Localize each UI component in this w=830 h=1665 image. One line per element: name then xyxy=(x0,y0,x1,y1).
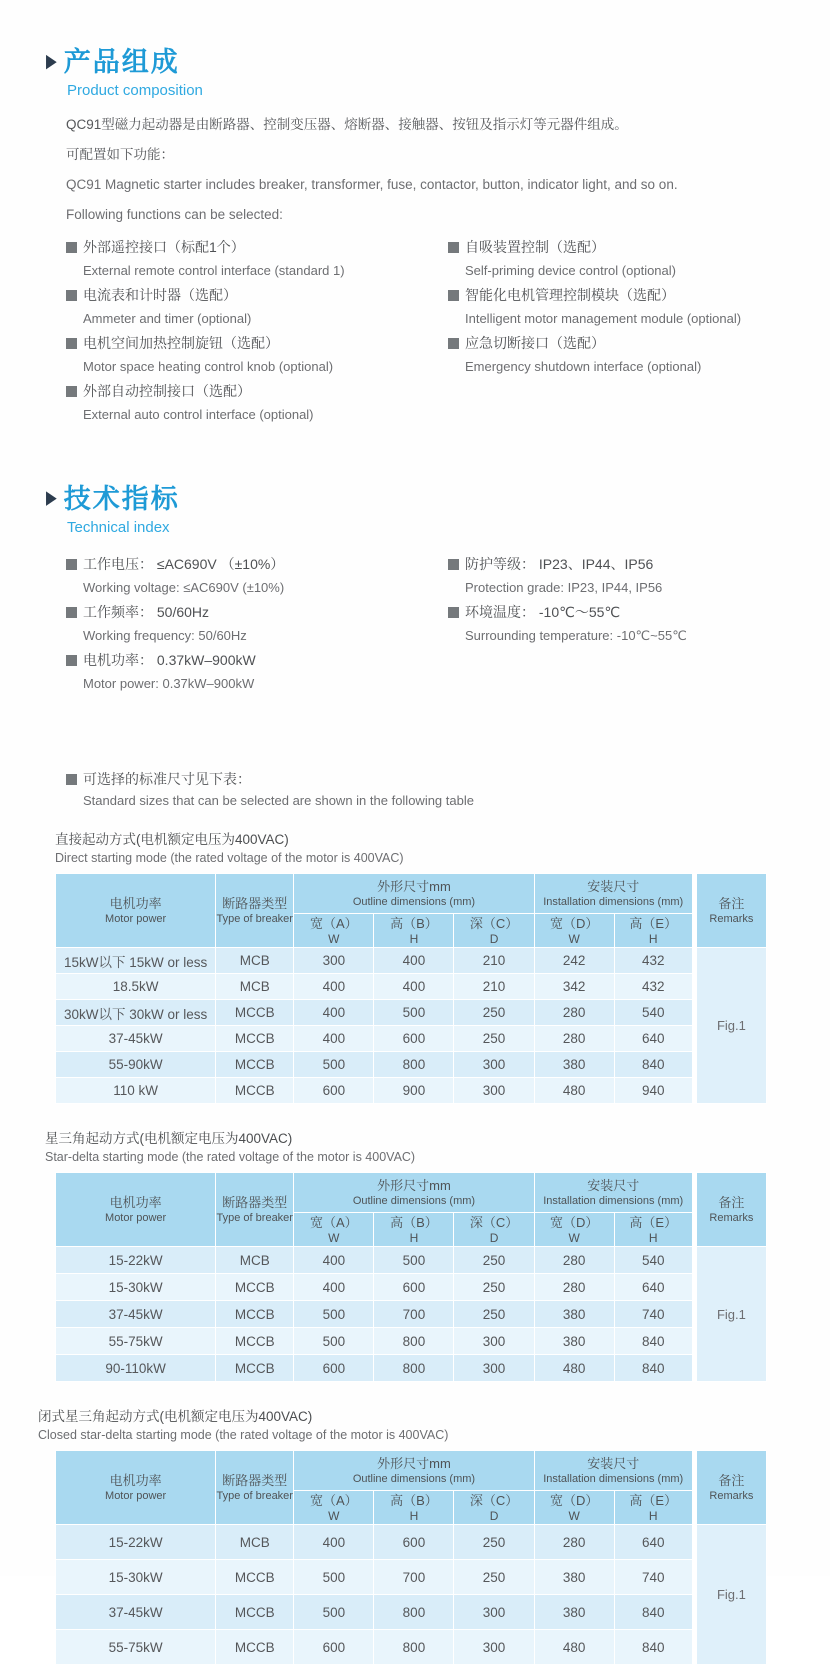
section-title-en: Technical index xyxy=(67,519,170,536)
table-row xyxy=(56,1026,767,1052)
cell-height-b: 800 xyxy=(374,1328,454,1355)
triangle-marker-icon: ▶ xyxy=(46,48,57,71)
cell-height-e: 840 xyxy=(614,1328,694,1355)
header-depth-c: 深（C） D xyxy=(454,914,534,948)
section-title-zh: 技术指标 xyxy=(63,484,180,514)
header-height-e: 高（E） H xyxy=(614,1491,694,1525)
cell-height-e: 840 xyxy=(614,1355,694,1382)
cell-width-a: 400 xyxy=(294,974,374,1000)
cell-remark: Fig.1 xyxy=(694,948,766,1104)
feature-column-right xyxy=(448,235,830,427)
square-bullet-icon xyxy=(448,559,459,570)
spec-zh: 工作频率： 50/60Hz xyxy=(83,604,210,620)
header-width-d: 宽（D） W xyxy=(534,1213,614,1247)
square-bullet-icon xyxy=(448,607,459,618)
table-row xyxy=(56,1355,767,1382)
cell-width-a: 400 xyxy=(294,1000,374,1026)
header-remarks: 备注 Remarks xyxy=(694,1451,766,1525)
square-bullet-icon xyxy=(66,774,77,785)
cell-breaker-type: MCCB xyxy=(216,1026,294,1052)
table-caption xyxy=(55,831,767,867)
cell-height-e: 640 xyxy=(614,1026,694,1052)
triangle-marker-icon: ▶ xyxy=(46,485,57,508)
square-bullet-icon xyxy=(66,386,77,397)
cell-width-d: 380 xyxy=(534,1595,614,1630)
cell-height-e: 840 xyxy=(614,1630,694,1665)
header-width-d: 宽（D） W xyxy=(534,1491,614,1525)
feature-en: Self-priming device control (optional) xyxy=(465,263,676,278)
feature-en: Intelligent motor management module (optional) xyxy=(465,311,742,326)
table-row xyxy=(56,974,767,1000)
cell-height-e: 540 xyxy=(614,1247,694,1274)
cell-depth-c: 250 xyxy=(454,1274,534,1301)
square-bullet-icon xyxy=(66,559,77,570)
feature-list xyxy=(66,235,830,427)
feature-item xyxy=(448,235,830,282)
square-bullet-icon xyxy=(66,607,77,618)
section-heading xyxy=(46,40,830,99)
header-breaker-type: 断路器类型 Type of breaker xyxy=(216,1173,294,1247)
square-bullet-icon xyxy=(66,338,77,349)
cell-motor-power: 55-90kW xyxy=(56,1052,216,1078)
cell-breaker-type: MCB xyxy=(216,1247,294,1274)
cell-width-d: 242 xyxy=(534,948,614,974)
feature-zh: 电流表和计时器（选配） xyxy=(83,287,237,303)
table-caption-en: Star-delta starting mode (the rated voltage of the motor is 400VAC) xyxy=(45,1150,416,1164)
cell-breaker-type: MCCB xyxy=(216,1328,294,1355)
cell-height-e: 840 xyxy=(614,1052,694,1078)
cell-height-b: 800 xyxy=(374,1052,454,1078)
table-caption xyxy=(38,1408,767,1444)
cell-width-a: 400 xyxy=(294,1026,374,1052)
table-caption-zh: 星三角起动方式(电机额定电压为400VAC) xyxy=(45,1131,293,1146)
cell-height-b: 700 xyxy=(374,1301,454,1328)
cell-width-a: 500 xyxy=(294,1052,374,1078)
header-motor-power: 电机功率 Motor power xyxy=(56,1451,216,1525)
cell-breaker-type: MCB xyxy=(216,948,294,974)
cell-height-b: 400 xyxy=(374,974,454,1000)
spec-column-right xyxy=(448,552,830,696)
feature-en: Ammeter and timer (optional) xyxy=(83,311,252,326)
spec-en: Protection grade: IP23, IP44, IP56 xyxy=(465,580,663,595)
spec-item xyxy=(448,600,830,647)
spec-column-left xyxy=(66,552,448,696)
cell-motor-power: 18.5kW xyxy=(56,974,216,1000)
header-height-e: 高（E） H xyxy=(614,1213,694,1247)
table-caption-zh: 闭式星三角起动方式(电机额定电压为400VAC) xyxy=(38,1409,313,1424)
cell-motor-power: 37-45kW xyxy=(56,1301,216,1328)
section-title-zh: 产品组成 xyxy=(63,47,180,77)
cell-depth-c: 250 xyxy=(454,1560,534,1595)
header-depth-c: 深（C） D xyxy=(454,1213,534,1247)
cell-width-d: 280 xyxy=(534,1000,614,1026)
header-outline-dimensions: 外形尺寸mm Outline dimensions (mm) xyxy=(294,1173,534,1213)
intro-paragraphs xyxy=(66,115,830,224)
cell-height-e: 840 xyxy=(614,1595,694,1630)
square-bullet-icon xyxy=(66,290,77,301)
cell-width-a: 600 xyxy=(294,1630,374,1665)
cell-depth-c: 250 xyxy=(454,1247,534,1274)
cell-breaker-type: MCCB xyxy=(216,1274,294,1301)
cell-height-b: 500 xyxy=(374,1247,454,1274)
feature-en: External auto control interface (optional) xyxy=(83,407,314,422)
cell-motor-power: 15-30kW xyxy=(56,1560,216,1595)
table-row xyxy=(56,1078,767,1104)
cell-width-a: 500 xyxy=(294,1328,374,1355)
cell-height-e: 740 xyxy=(614,1560,694,1595)
cell-depth-c: 300 xyxy=(454,1355,534,1382)
spec-en: Working voltage: ≤AC690V (±10%) xyxy=(83,580,285,595)
cell-depth-c: 250 xyxy=(454,1301,534,1328)
table-caption xyxy=(45,1130,767,1166)
cell-width-d: 380 xyxy=(534,1301,614,1328)
cell-width-d: 480 xyxy=(534,1630,614,1665)
header-height-b: 高（B） H xyxy=(374,1491,454,1525)
cell-breaker-type: MCCB xyxy=(216,1560,294,1595)
note-en: Standard sizes that can be selected are shown in the following table xyxy=(83,793,474,808)
table-row xyxy=(56,1328,767,1355)
cell-motor-power: 37-45kW xyxy=(56,1595,216,1630)
note-zh: 可选择的标准尺寸见下表： xyxy=(83,771,251,787)
cell-width-a: 500 xyxy=(294,1595,374,1630)
header-height-b: 高（B） H xyxy=(374,914,454,948)
cell-width-d: 280 xyxy=(534,1274,614,1301)
spec-zh: 工作电压： ≤AC690V （±10%） xyxy=(83,556,285,572)
standard-sizes-note xyxy=(66,768,830,811)
cell-depth-c: 250 xyxy=(454,1525,534,1560)
feature-zh: 外部自动控制接口（选配） xyxy=(83,383,251,399)
header-remarks: 备注 Remarks xyxy=(694,874,766,948)
cell-width-a: 600 xyxy=(294,1078,374,1104)
cell-depth-c: 300 xyxy=(454,1630,534,1665)
header-width-a: 宽（A） W xyxy=(294,1213,374,1247)
cell-height-b: 900 xyxy=(374,1078,454,1104)
section-title-en: Product composition xyxy=(67,82,203,99)
cell-remark: Fig.1 xyxy=(694,1525,766,1665)
cell-depth-c: 250 xyxy=(454,1026,534,1052)
cell-width-d: 280 xyxy=(534,1026,614,1052)
dimension-table xyxy=(55,1172,767,1382)
section-heading xyxy=(46,477,830,536)
cell-depth-c: 300 xyxy=(454,1078,534,1104)
cell-height-e: 432 xyxy=(614,948,694,974)
table-row xyxy=(56,1274,767,1301)
header-width-a: 宽（A） W xyxy=(294,1491,374,1525)
cell-height-b: 500 xyxy=(374,1000,454,1026)
intro-zh-2: 可配置如下功能： xyxy=(66,147,174,162)
table-caption-en: Closed star-delta starting mode (the rated voltage of the motor is 400VAC) xyxy=(38,1428,449,1442)
header-width-d: 宽（D） W xyxy=(534,914,614,948)
cell-depth-c: 250 xyxy=(454,1000,534,1026)
spec-list xyxy=(66,552,830,696)
header-outline-dimensions: 外形尺寸mm Outline dimensions (mm) xyxy=(294,1451,534,1491)
cell-width-a: 500 xyxy=(294,1560,374,1595)
table-row xyxy=(56,1525,767,1560)
cell-height-e: 540 xyxy=(614,1000,694,1026)
cell-depth-c: 210 xyxy=(454,974,534,1000)
cell-remark: Fig.1 xyxy=(694,1247,766,1382)
cell-width-a: 400 xyxy=(294,1525,374,1560)
header-height-b: 高（B） H xyxy=(374,1213,454,1247)
intro-en-1: QC91 Magnetic starter includes breaker, transformer, fuse, contactor, button, indicator light, and so on. xyxy=(66,177,678,192)
cell-height-b: 700 xyxy=(374,1560,454,1595)
header-width-a: 宽（A） W xyxy=(294,914,374,948)
feature-item xyxy=(448,331,830,378)
cell-breaker-type: MCCB xyxy=(216,1301,294,1328)
cell-height-e: 432 xyxy=(614,974,694,1000)
cell-motor-power: 30kW以下 30kW or less xyxy=(56,1000,216,1026)
feature-item xyxy=(66,283,448,330)
spec-en: Motor power: 0.37kW–900kW xyxy=(83,676,255,691)
feature-item xyxy=(448,283,830,330)
intro-en-2: Following functions can be selected: xyxy=(66,207,283,222)
square-bullet-icon xyxy=(448,242,459,253)
cell-width-a: 300 xyxy=(294,948,374,974)
spec-item xyxy=(66,600,448,647)
spec-item xyxy=(448,552,830,599)
cell-height-e: 740 xyxy=(614,1301,694,1328)
header-installation-dimensions: 安装尺寸 Installation dimensions (mm) xyxy=(534,874,694,914)
cell-motor-power: 37-45kW xyxy=(56,1026,216,1052)
header-installation-dimensions: 安装尺寸 Installation dimensions (mm) xyxy=(534,1451,694,1491)
cell-height-b: 800 xyxy=(374,1595,454,1630)
cell-width-a: 400 xyxy=(294,1274,374,1301)
section-product-composition xyxy=(0,40,830,427)
cell-motor-power: 15-22kW xyxy=(56,1247,216,1274)
cell-width-d: 480 xyxy=(534,1078,614,1104)
square-bullet-icon xyxy=(66,655,77,666)
cell-depth-c: 300 xyxy=(454,1052,534,1078)
cell-breaker-type: MCCB xyxy=(216,1630,294,1665)
dimension-table xyxy=(55,1450,767,1665)
cell-motor-power: 55-75kW xyxy=(56,1328,216,1355)
cell-width-d: 380 xyxy=(534,1560,614,1595)
feature-zh: 智能化电机管理控制模块（选配） xyxy=(465,287,675,303)
spec-zh: 电机功率： 0.37kW–900kW xyxy=(83,652,256,668)
feature-en: Motor space heating control knob (optional) xyxy=(83,359,334,374)
cell-breaker-type: MCB xyxy=(216,974,294,1000)
feature-zh: 应急切断接口（选配） xyxy=(465,335,605,351)
table-caption-en: Direct starting mode (the rated voltage of the motor is 400VAC) xyxy=(55,851,404,865)
cell-breaker-type: MCCB xyxy=(216,1078,294,1104)
table-row xyxy=(56,1052,767,1078)
cell-breaker-type: MCCB xyxy=(216,1355,294,1382)
cell-width-d: 480 xyxy=(534,1355,614,1382)
feature-en: External remote control interface (standard 1) xyxy=(83,263,345,278)
header-motor-power: 电机功率 Motor power xyxy=(56,874,216,948)
cell-width-d: 380 xyxy=(534,1052,614,1078)
table-block-direct-start xyxy=(55,831,767,1104)
feature-item xyxy=(66,379,448,426)
cell-width-a: 500 xyxy=(294,1301,374,1328)
intro-zh-1: QC91型磁力起动器是由断路器、控制变压器、熔断器、接触器、按钮及指示灯等元器件组成。 xyxy=(66,117,628,132)
cell-height-b: 600 xyxy=(374,1525,454,1560)
table-block-star-delta xyxy=(45,1130,767,1382)
cell-breaker-type: MCB xyxy=(216,1525,294,1560)
cell-height-e: 640 xyxy=(614,1525,694,1560)
feature-item xyxy=(66,235,448,282)
cell-motor-power: 110 kW xyxy=(56,1078,216,1104)
feature-en: Emergency shutdown interface (optional) xyxy=(465,359,702,374)
cell-breaker-type: MCCB xyxy=(216,1000,294,1026)
table-row xyxy=(56,1301,767,1328)
table-row xyxy=(56,1247,767,1274)
cell-height-b: 800 xyxy=(374,1630,454,1665)
spec-item xyxy=(66,552,448,599)
cell-depth-c: 210 xyxy=(454,948,534,974)
spec-zh: 环境温度： -10℃～55℃ xyxy=(465,604,621,620)
cell-height-b: 600 xyxy=(374,1026,454,1052)
feature-item xyxy=(66,331,448,378)
header-remarks: 备注 Remarks xyxy=(694,1173,766,1247)
spec-item xyxy=(66,648,448,695)
feature-zh: 自吸装置控制（选配） xyxy=(465,239,605,255)
spec-en: Working frequency: 50/60Hz xyxy=(83,628,247,643)
table-row xyxy=(56,1630,767,1665)
cell-width-a: 600 xyxy=(294,1355,374,1382)
table-row xyxy=(56,1595,767,1630)
cell-height-e: 640 xyxy=(614,1274,694,1301)
table-block-closed-star-delta xyxy=(38,1408,767,1665)
table-caption-zh: 直接起动方式(电机额定电压为400VAC) xyxy=(55,832,289,847)
cell-height-e: 940 xyxy=(614,1078,694,1104)
header-motor-power: 电机功率 Motor power xyxy=(56,1173,216,1247)
table-row xyxy=(56,1560,767,1595)
cell-motor-power: 15-22kW xyxy=(56,1525,216,1560)
cell-motor-power: 15-30kW xyxy=(56,1274,216,1301)
table-row xyxy=(56,948,767,974)
cell-width-d: 342 xyxy=(534,974,614,1000)
header-installation-dimensions: 安装尺寸 Installation dimensions (mm) xyxy=(534,1173,694,1213)
spec-en: Surrounding temperature: -10℃~55℃ xyxy=(465,628,687,643)
feature-zh: 外部遥控接口（标配1个） xyxy=(83,239,245,255)
header-depth-c: 深（C） D xyxy=(454,1491,534,1525)
cell-depth-c: 300 xyxy=(454,1328,534,1355)
header-outline-dimensions: 外形尺寸mm Outline dimensions (mm) xyxy=(294,874,534,914)
header-height-e: 高（E） H xyxy=(614,914,694,948)
cell-width-a: 400 xyxy=(294,1247,374,1274)
square-bullet-icon xyxy=(448,338,459,349)
cell-height-b: 600 xyxy=(374,1274,454,1301)
cell-width-d: 380 xyxy=(534,1328,614,1355)
cell-width-d: 280 xyxy=(534,1525,614,1560)
cell-motor-power: 55-75kW xyxy=(56,1630,216,1665)
cell-motor-power: 90-110kW xyxy=(56,1355,216,1382)
section-technical-index xyxy=(0,477,830,696)
cell-motor-power: 15kW以下 15kW or less xyxy=(56,948,216,974)
square-bullet-icon xyxy=(448,290,459,301)
dimension-table xyxy=(55,873,767,1104)
cell-breaker-type: MCCB xyxy=(216,1052,294,1078)
header-breaker-type: 断路器类型 Type of breaker xyxy=(216,874,294,948)
cell-height-b: 400 xyxy=(374,948,454,974)
cell-depth-c: 300 xyxy=(454,1595,534,1630)
square-bullet-icon xyxy=(66,242,77,253)
feature-column-left xyxy=(66,235,448,427)
cell-width-d: 280 xyxy=(534,1247,614,1274)
cell-height-b: 800 xyxy=(374,1355,454,1382)
spec-zh: 防护等级： IP23、IP44、IP56 xyxy=(465,556,654,572)
cell-breaker-type: MCCB xyxy=(216,1595,294,1630)
table-row xyxy=(56,1000,767,1026)
feature-zh: 电机空间加热控制旋钮（选配） xyxy=(83,335,279,351)
header-breaker-type: 断路器类型 Type of breaker xyxy=(216,1451,294,1525)
